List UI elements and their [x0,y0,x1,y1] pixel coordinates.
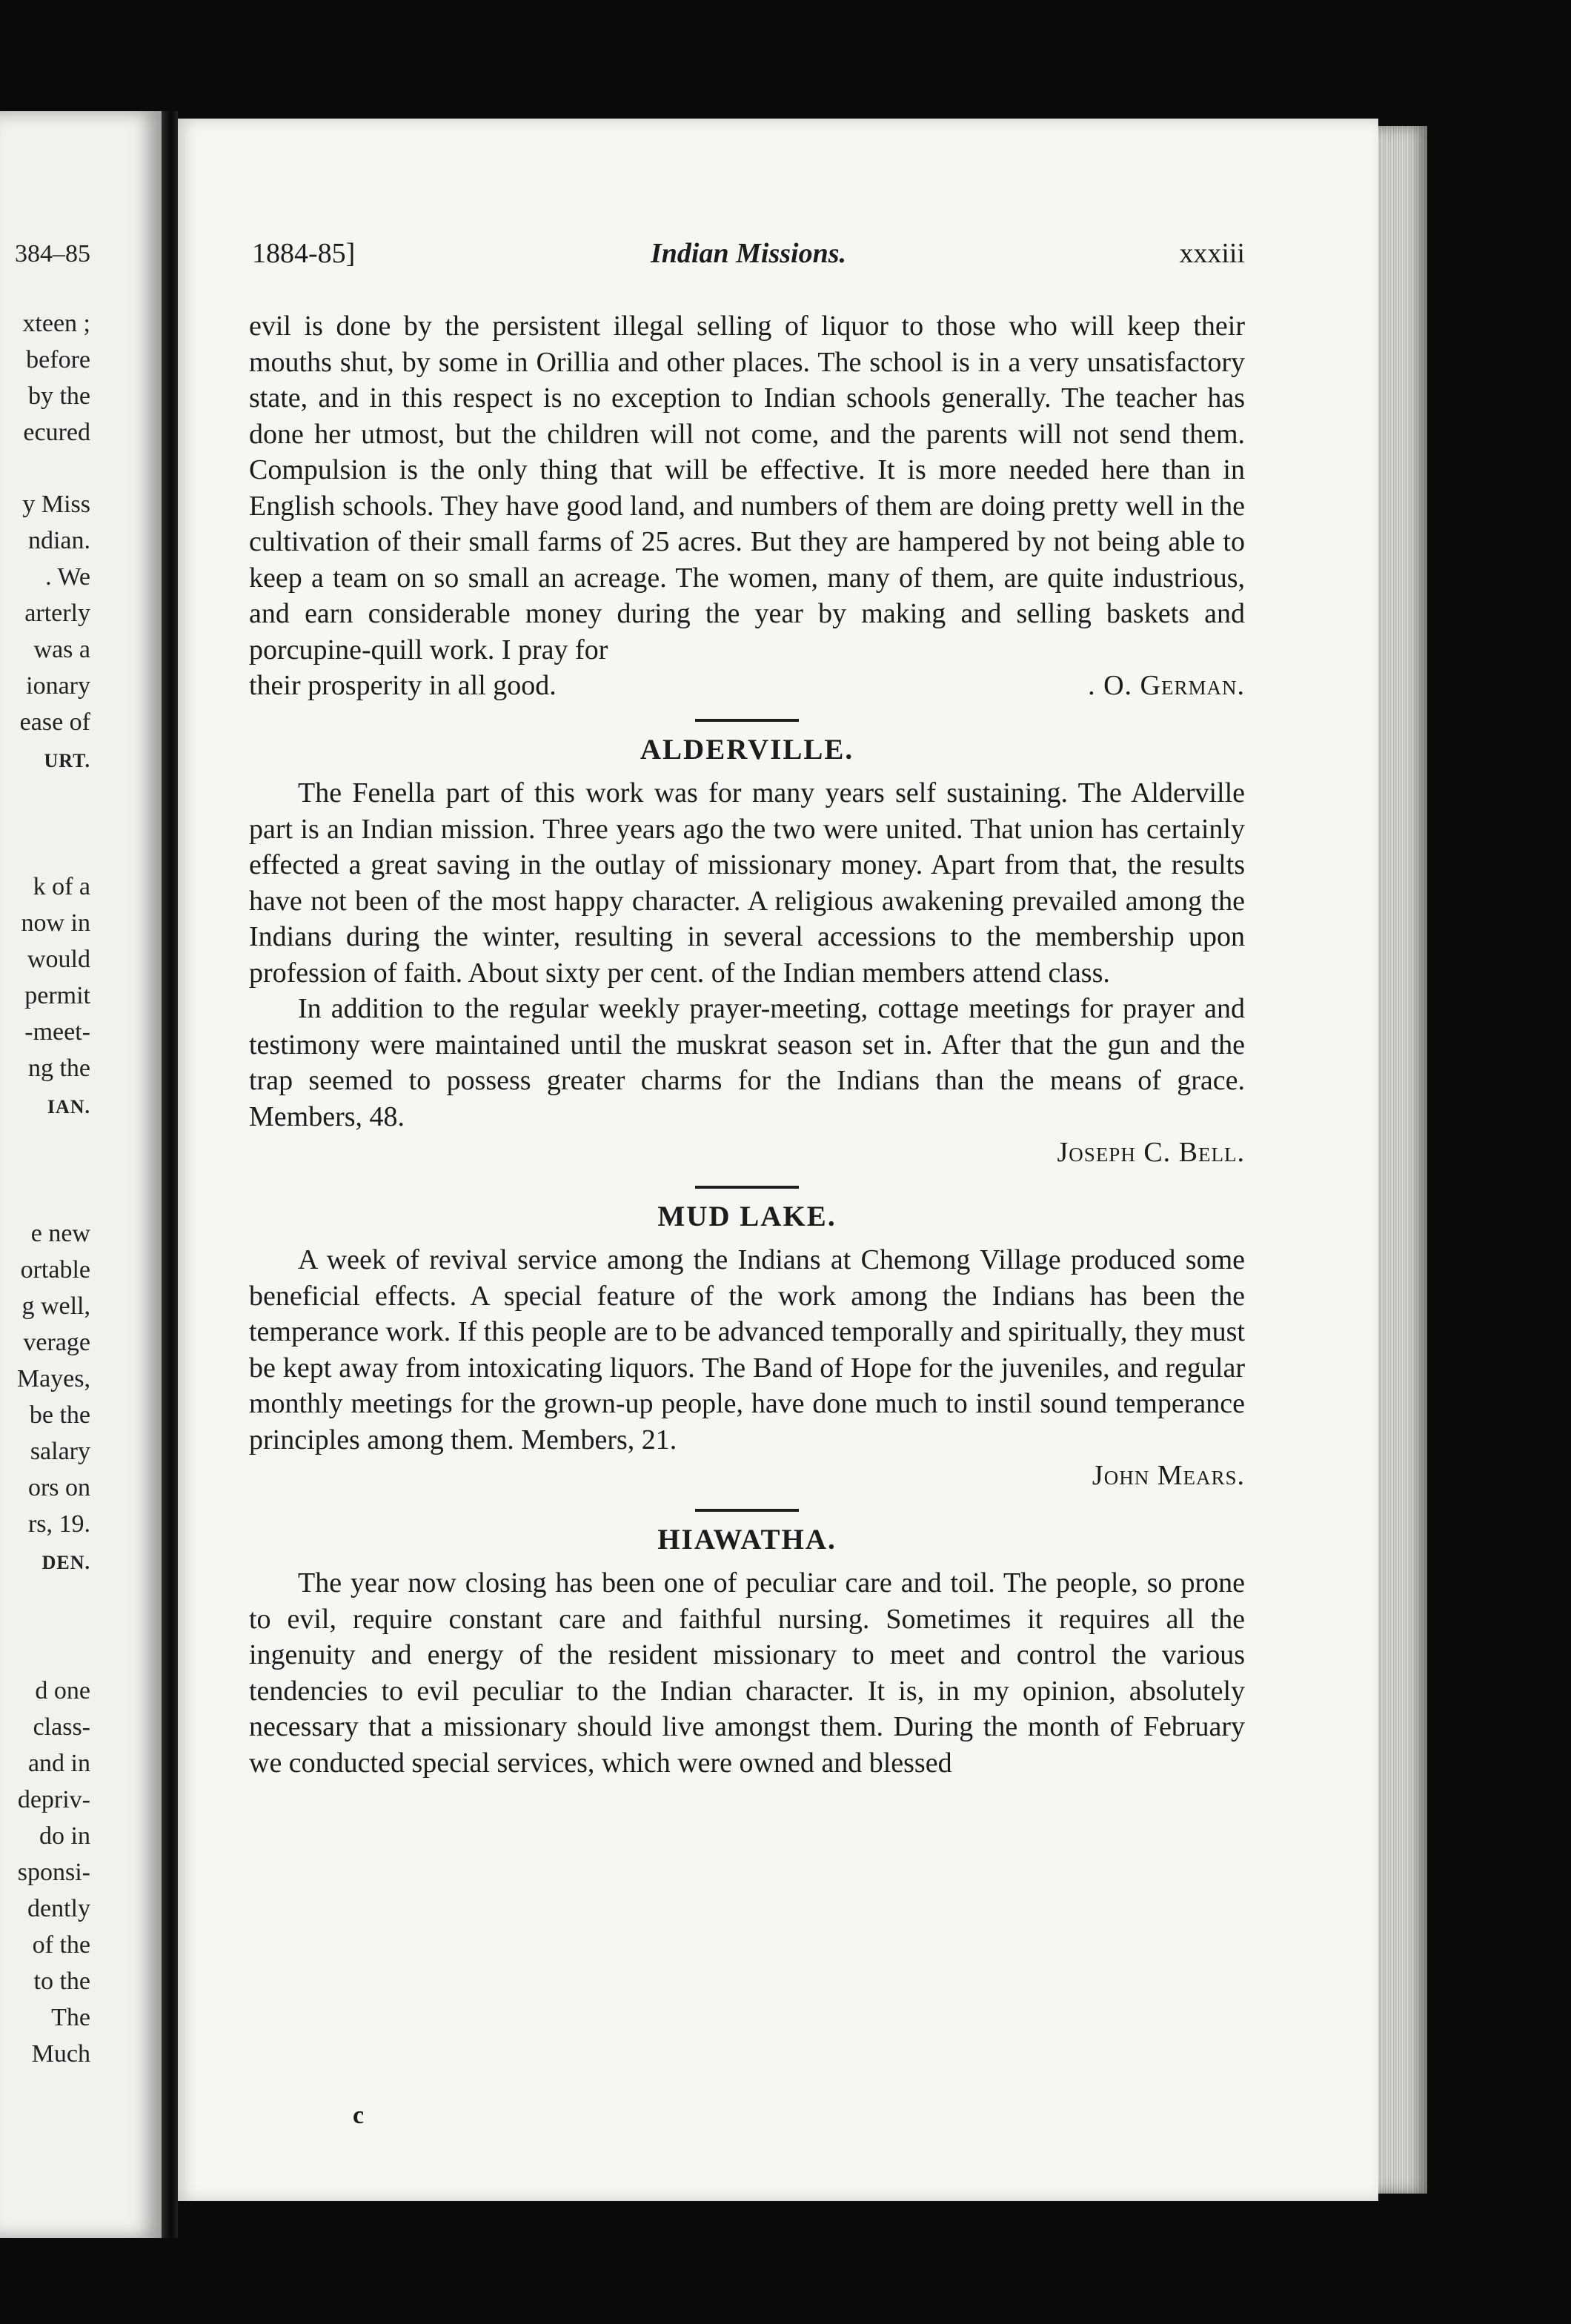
left-page-line: class- [33,1713,90,1741]
left-page-line: by the [27,382,90,410]
left-page-line: y Miss [22,491,90,518]
section-heading-mud-lake: MUD LAKE. [657,1200,837,1232]
left-page-line: ecured [23,419,90,446]
left-page-line: of the [32,1931,90,1959]
section-divider [695,719,799,722]
left-page-line: . We [45,563,90,591]
mud-lake-paragraph-1: A week of revival service among the Indians at Chemong Village produced some beneficial effects. A special feature of the work among the Indians has been the temperance work. If this people are to be advanced temporally and spiritually, they must be kept away from intoxicating liquors. The Band of Hope for the juveniles, and regular monthly meetings for the grown-up people, have done much to instil sound temperance principles among them. Members, 21. [249,1244,1245,1455]
left-page-line: 384–85 [15,240,90,268]
left-page-line: was a [33,636,90,663]
section-heading-hiawatha: HIAWATHA. [657,1523,837,1556]
left-page-line: ease of [19,708,90,736]
header-title: Indian Missions. [650,238,846,269]
left-page-line: verage [23,1329,90,1356]
mud-lake-signature: John Mears. [1092,1460,1245,1491]
left-page-line: depriv- [17,1786,90,1813]
book-gutter [162,111,178,2238]
page-body [249,308,1245,1781]
left-page-line: permit [24,982,90,1009]
left-page-line: do in [39,1822,90,1850]
page-edges [1378,126,1427,2194]
left-page-line: ndian. [27,527,90,554]
left-page-line: dently [27,1895,90,1922]
intro-last-line: their prosperity in all good. [249,670,557,701]
left-page-line: and in [27,1750,90,1777]
alderville-paragraph-1: The Fenella part of this work was for many years self sustaining. The Alderville part is an Indian mission. Three years ago the two were united. That union has certainly effected a great saving in the outlay of missionary money. Apart from that, the results have not been of the most happy character. A religious awakening prevailed among the Indians during the winter, resulting in several accessions to the membership upon profession of faith. About sixty per cent. of the Indian members attend class. [249,777,1245,989]
left-page-line: would [27,946,90,973]
left-page-line: -meet- [24,1018,90,1046]
hiawatha-paragraph-1: The year now closing has been one of peculiar care and toil. The people, so prone to evil, require constant care and faithful nursing. Sometimes it requires all the ingenuity and energy of the resident missionary to meet and control the various tendencies to evil peculiar to the Indian character. It is, in my opinion, absolutely necessary that a missionary should live amongst them. During the month of February we conducted special services, which were owned and blessed [249,1567,1245,1779]
alderville-paragraph-2: In addition to the regular weekly prayer-meeting, cottage meetings for prayer and testimony were maintained until the muskrat season set in. After that the gun and the trap seemed to possess greater charms for the Indians than the means of grace. Members, 48. [249,993,1245,1132]
left-page-line: g well, [21,1292,90,1320]
left-page-line: ortable [20,1256,90,1284]
alderville-signature: Joseph C. Bell. [1057,1137,1245,1168]
left-page-line: salary [30,1438,90,1465]
intro-signature: . O. German. [1088,670,1245,701]
left-page-line: e new [30,1220,90,1247]
header-year: 1884-85] [252,238,356,269]
section-divider [695,1186,799,1189]
left-page-line: to the [33,1968,90,1995]
left-page-line: DEN. [41,1552,90,1573]
intro-paragraph: evil is done by the persistent illegal selling of liquor to those who will keep their mouths shut, by some in Orillia and other places. The school is in a very unsatisfactory state, and in this respect is no exception to Indian schools generally. The teacher has done her utmost, but the children will not come, and the parents will not send them. Compulsion is the only thing that will be effective. It is more needed here than in English schools. They have good land, and numbers of them are doing pretty well in the cultivation of their small farms of 25 acres. But they are hampered by not being able to keep a team on so small an acreage. The women, many of them, are quite industrious, and earn considerable money during the year by making and selling baskets and porcupine-quill work. I pray for [249,311,1245,665]
left-page-line: Mayes, [16,1365,90,1392]
section-heading-alderville: ALDERVILLE. [640,733,854,766]
intro-closing-line [249,668,1245,704]
left-page-line: The [51,2004,90,2031]
left-page-line: URT. [44,750,90,771]
left-page-line: arterly [24,600,90,627]
left-page-line: k of a [33,873,90,900]
left-page-line: before [26,346,90,374]
left-page-line: xteen ; [22,310,90,337]
left-page-line: be the [29,1401,90,1429]
page-number: xxxiii [1179,238,1245,269]
left-page-line: ionary [26,672,90,700]
left-facing-page [0,111,162,2238]
left-page-line: IAN. [47,1096,90,1118]
left-page-line: ors on [27,1474,90,1501]
signature-mark: c [353,2102,365,2129]
left-page-line: rs, 19. [27,1510,90,1538]
left-page-line: d one [35,1677,90,1704]
left-page-line: Much [31,2040,90,2068]
left-page-line: ng the [27,1055,90,1082]
section-divider [695,1509,799,1512]
left-page-line: sponsi- [17,1859,90,1886]
left-page-line: now in [21,909,90,937]
running-header [252,237,1245,282]
